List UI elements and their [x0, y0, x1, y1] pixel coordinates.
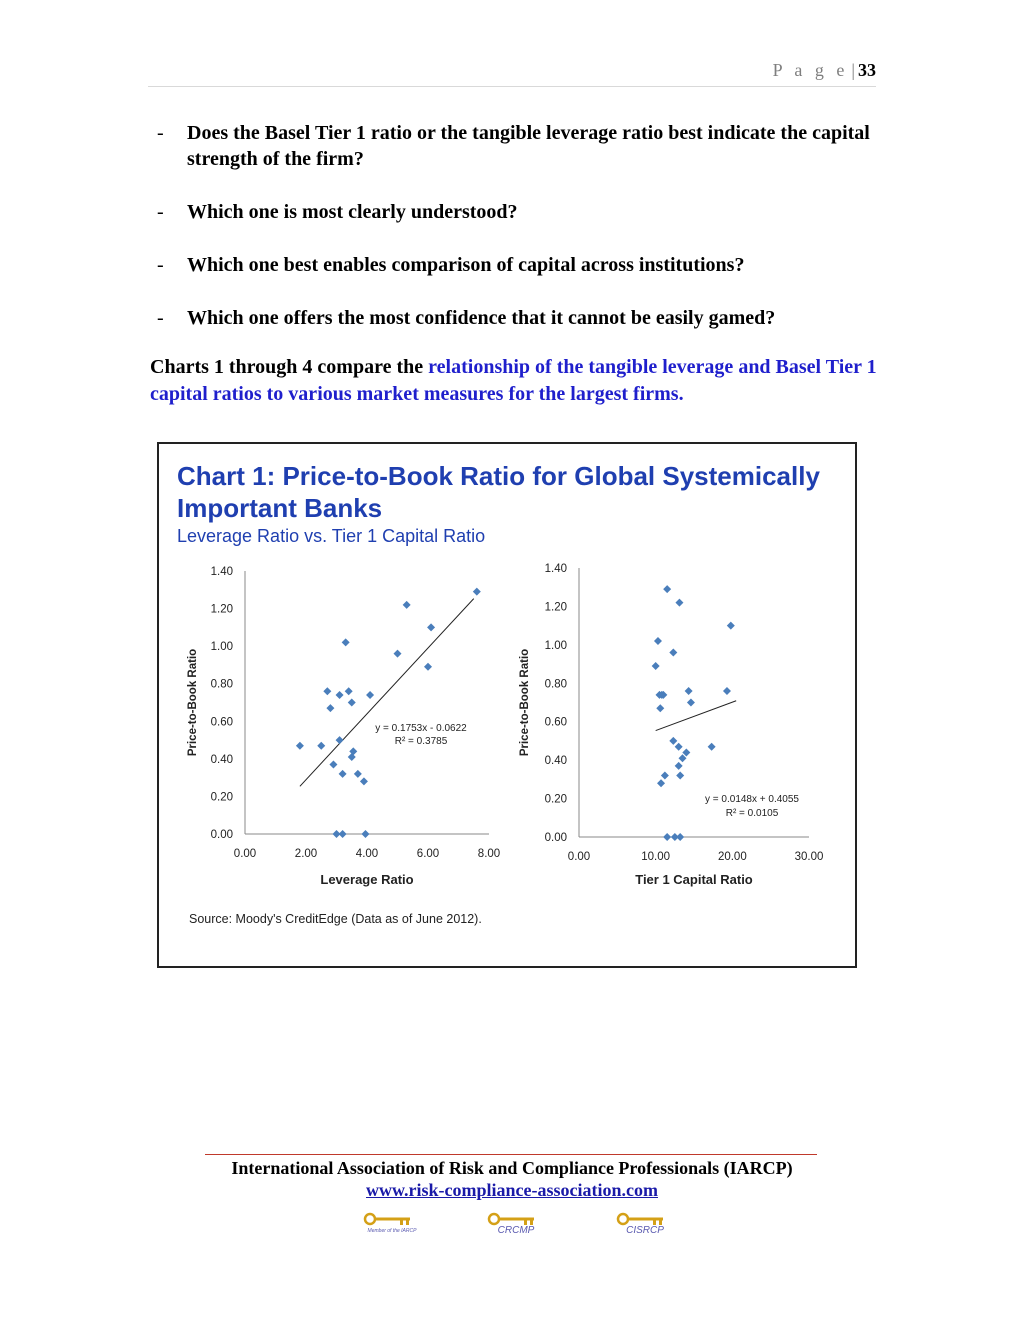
- y-tick-label: 0.60: [544, 716, 567, 729]
- bullet-dash: -: [157, 201, 164, 223]
- question-item: [150, 199, 880, 225]
- chart-title: Chart 1: Price-to-Book Ratio for Global Systemically Important Banks: [177, 461, 820, 523]
- trendline: [656, 701, 737, 731]
- data-point: [354, 770, 362, 778]
- bullet-dash: -: [157, 254, 164, 276]
- data-point: [326, 704, 334, 712]
- x-tick-label: 30.00: [794, 851, 824, 863]
- data-point: [403, 601, 411, 609]
- page-label: P a g e: [772, 60, 849, 80]
- data-point: [361, 830, 369, 838]
- footer-url: [0, 1180, 1024, 1201]
- y-tick-label: 1.20: [210, 603, 233, 616]
- paragraph-highlight-link[interactable]: relationship of the tangible leverage and Basel Tier 1 capital ratios to various market measures for the largest firms.: [150, 356, 877, 405]
- data-point: [663, 585, 671, 593]
- y-tick-label: 1.40: [544, 563, 567, 575]
- x-axis-label: Tier 1 Capital Ratio: [635, 872, 753, 887]
- data-point: [685, 687, 693, 695]
- data-point: [348, 753, 356, 761]
- data-point: [473, 588, 481, 596]
- data-point: [424, 663, 432, 671]
- question-text: Which one offers the most confidence that it cannot be easily gamed?: [187, 307, 776, 329]
- chart-figure: [157, 442, 857, 968]
- website-link[interactable]: www.risk-compliance-association.com: [366, 1180, 658, 1200]
- y-tick-label: 0.00: [544, 832, 567, 844]
- trendline-equation: y = 0.1753x - 0.0622: [375, 723, 467, 734]
- chart-source: Source: Moody's CreditEdge (Data as of June 2012).: [189, 912, 482, 926]
- y-tick-label: 1.00: [544, 639, 567, 652]
- data-point: [345, 687, 353, 695]
- data-point: [339, 770, 347, 778]
- trendline-equation: y = 0.0148x + 0.4055: [705, 794, 799, 805]
- data-point: [360, 777, 368, 785]
- data-point: [336, 691, 344, 699]
- x-tick-label: 2.00: [294, 848, 318, 860]
- x-tick-label: 0.00: [233, 848, 257, 860]
- data-point: [657, 779, 665, 787]
- x-tick-label: 8.00: [477, 848, 501, 860]
- data-point: [656, 704, 664, 712]
- data-point: [661, 772, 669, 780]
- y-tick-label: 0.40: [544, 755, 567, 768]
- page-separator: |: [851, 60, 855, 80]
- data-point: [676, 833, 684, 841]
- intro-paragraph: [150, 354, 880, 408]
- data-point: [348, 699, 356, 707]
- question-text: Does the Basel Tier 1 ratio or the tangible leverage ratio best indicate the capital strength of the firm?: [187, 122, 870, 170]
- question-item: [150, 305, 880, 331]
- data-point: [339, 830, 347, 838]
- bullet-dash: -: [157, 307, 164, 329]
- data-point: [663, 833, 671, 841]
- data-point: [687, 699, 695, 707]
- x-tick-label: 6.00: [416, 848, 440, 860]
- y-axis-label: Price-to-Book Ratio: [187, 648, 199, 757]
- crcmp-logo: [486, 1212, 546, 1238]
- x-axis-label: Leverage Ratio: [320, 872, 414, 887]
- data-point: [323, 687, 331, 695]
- chart-subtitle: Leverage Ratio vs. Tier 1 Capital Ratio: [177, 526, 486, 546]
- logo-caption: CRCMP: [497, 1225, 535, 1236]
- data-point: [708, 743, 716, 751]
- chart-plots: [159, 444, 855, 966]
- key-icon: [486, 1212, 546, 1226]
- page-header: [148, 60, 876, 87]
- y-tick-label: 1.40: [210, 566, 233, 578]
- data-point: [675, 743, 683, 751]
- question-text: Which one is most clearly understood?: [187, 201, 518, 223]
- key-icon: [615, 1212, 675, 1226]
- key-icon: [362, 1212, 422, 1226]
- y-tick-label: 0.60: [210, 716, 233, 729]
- data-point: [723, 687, 731, 695]
- data-point: [349, 747, 357, 755]
- data-point: [654, 637, 662, 645]
- y-tick-label: 0.00: [210, 829, 233, 841]
- data-point: [342, 638, 350, 646]
- r-squared-label: R² = 0.3785: [394, 736, 448, 747]
- data-point: [727, 622, 735, 630]
- question-text: Which one best enables comparison of capital across institutions?: [187, 254, 745, 276]
- bullet-dash: -: [157, 122, 164, 144]
- y-tick-label: 0.40: [210, 753, 233, 766]
- y-axis-label: Price-to-Book Ratio: [519, 648, 531, 757]
- y-tick-label: 0.80: [210, 678, 233, 691]
- data-point: [317, 742, 325, 750]
- data-point: [675, 599, 683, 607]
- question-list: [150, 120, 880, 358]
- data-point: [669, 737, 677, 745]
- cisrcp-logo: [615, 1212, 675, 1238]
- iarcp-member-logo: [362, 1212, 422, 1238]
- logo-caption: CISRCP: [626, 1225, 664, 1236]
- logo-caption: Member of the IARCP: [367, 1228, 417, 1234]
- data-point: [329, 760, 337, 768]
- page-number: 33: [858, 60, 876, 80]
- data-point: [427, 623, 435, 631]
- x-tick-label: 0.00: [567, 851, 591, 863]
- data-point: [669, 649, 677, 657]
- r-squared-label: R² = 0.0105: [725, 808, 779, 819]
- y-tick-label: 1.00: [210, 641, 233, 654]
- data-point: [652, 662, 660, 670]
- question-item: [150, 120, 880, 172]
- data-point: [675, 762, 683, 770]
- y-tick-label: 0.20: [210, 791, 233, 804]
- y-tick-label: 0.20: [544, 793, 567, 806]
- question-item: [150, 252, 880, 278]
- footer-organization: International Association of Risk and Compliance Professionals (IARCP): [231, 1158, 793, 1178]
- x-tick-label: 20.00: [717, 851, 747, 863]
- paragraph-text: Charts 1 through 4 compare the: [150, 356, 429, 378]
- data-point: [676, 772, 684, 780]
- y-tick-label: 0.80: [544, 678, 567, 691]
- y-tick-label: 1.20: [544, 601, 567, 614]
- data-point: [336, 736, 344, 744]
- data-point: [296, 742, 304, 750]
- x-tick-label: 4.00: [355, 848, 379, 860]
- data-point: [394, 650, 402, 658]
- x-tick-label: 10.00: [641, 851, 671, 863]
- data-point: [366, 691, 374, 699]
- footer-rule: [205, 1154, 817, 1155]
